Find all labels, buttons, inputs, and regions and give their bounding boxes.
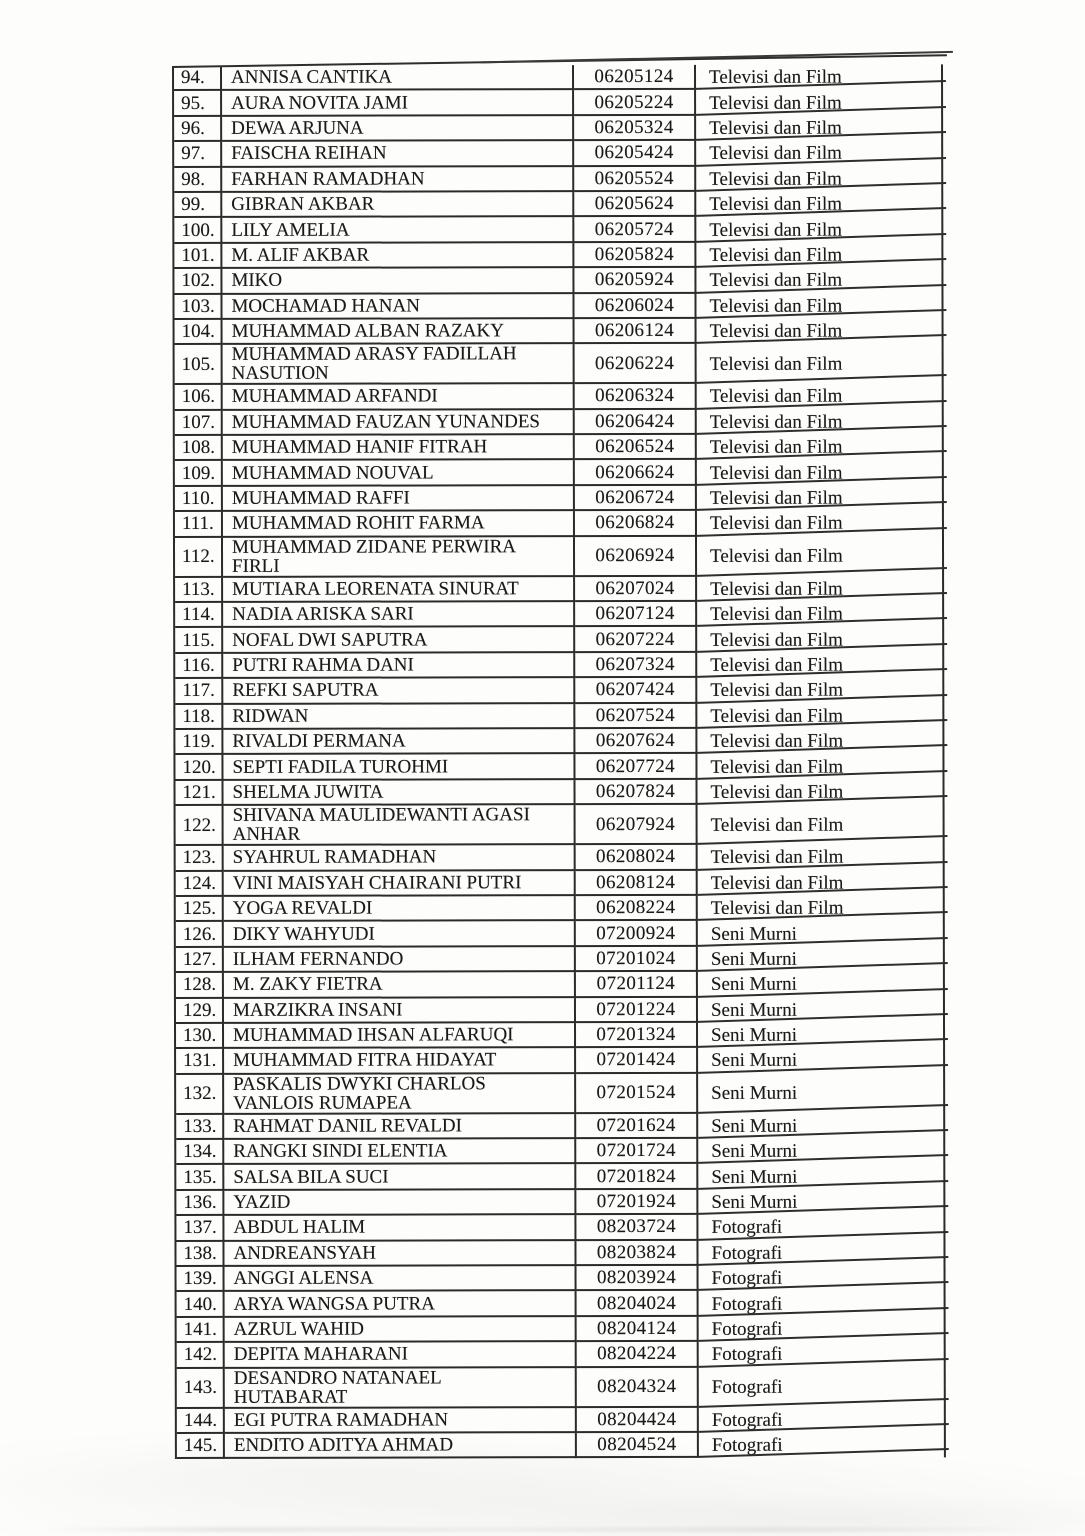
row-number-cell: 144. <box>177 1408 225 1433</box>
row-number-cell: 101. <box>174 244 222 269</box>
student-id-cell: 07200924 <box>576 921 698 947</box>
row-number-cell: 136. <box>176 1191 224 1216</box>
student-name-cell: YOGA REVALDI <box>224 896 576 922</box>
student-name-cell: DEPITA MAHARANI <box>225 1342 577 1368</box>
program-cell: Televisi dan Film <box>697 485 942 511</box>
student-id-cell: 07201324 <box>576 1023 698 1049</box>
student-name-cell: MARZIKRA INSANI <box>224 998 576 1024</box>
row-number-cell: 134. <box>176 1140 224 1165</box>
row-number-cell: 132. <box>176 1075 224 1115</box>
table-row <box>176 1022 943 1049</box>
table-row <box>174 191 941 218</box>
student-name-cell: DEWA ARJUNA <box>222 116 574 142</box>
program-cell: Seni Murni <box>698 1189 943 1215</box>
student-id-cell: 06206824 <box>575 511 697 537</box>
program-cell: Seni Murni <box>698 1073 943 1114</box>
row-number-cell: 97. <box>174 142 222 167</box>
row-number-cell: 141. <box>177 1318 225 1343</box>
student-name-cell: ANGGI ALENSA <box>225 1266 577 1292</box>
program-cell: Fotografi <box>699 1432 944 1458</box>
student-id-cell: 06205324 <box>574 116 696 142</box>
row-number-cell: 131. <box>176 1049 224 1074</box>
student-id-cell: 07201424 <box>576 1048 698 1074</box>
student-id-cell: 06207324 <box>575 653 697 679</box>
program-cell: Seni Murni <box>698 1164 943 1190</box>
table-row <box>175 536 942 578</box>
student-name-cell: SALSA BILA SUCI <box>224 1165 576 1191</box>
student-id-cell: 08203924 <box>577 1266 699 1292</box>
scan-bleedthrough-smudge <box>40 1527 1060 1532</box>
student-name-cell: MUHAMMAD ARASY FADILLAH NASUTION <box>223 344 575 385</box>
program-cell: Seni Murni <box>698 997 943 1023</box>
table-row <box>175 601 942 628</box>
row-number-cell: 142. <box>177 1343 225 1368</box>
program-cell: Televisi dan Film <box>697 601 942 627</box>
table-row <box>175 779 942 806</box>
row-number-cell: 111. <box>175 512 223 537</box>
program-cell: Seni Murni <box>698 1048 943 1074</box>
program-cell: Televisi dan Film <box>697 384 942 410</box>
student-name-cell: MUHAMMAD NOUVAL <box>223 461 575 487</box>
student-id-cell: 06207924 <box>576 805 698 845</box>
student-name-cell: MUHAMMAD RAFFI <box>223 486 575 512</box>
table-row <box>174 90 941 117</box>
student-name-cell: NOFAL DWI SAPUTRA <box>223 628 575 654</box>
student-name-cell: PASKALIS DWYKI CHARLOS VANLOIS RUMAPEA <box>224 1074 576 1115</box>
program-cell: Televisi dan Film <box>696 242 941 268</box>
row-number-cell: 127. <box>176 948 224 973</box>
row-number-cell: 116. <box>175 654 223 679</box>
table-row <box>176 921 943 948</box>
row-number-cell: 108. <box>175 436 223 461</box>
student-id-cell: 06205924 <box>574 268 696 294</box>
table-row <box>174 268 941 295</box>
student-name-cell: ANNISA CANTIKA <box>222 65 574 91</box>
program-cell: Televisi dan Film <box>697 409 942 435</box>
program-cell: Televisi dan Film <box>697 344 942 385</box>
row-number-cell: 120. <box>175 755 223 780</box>
student-name-cell: AURA NOVITA JAMI <box>222 91 574 117</box>
row-number-cell: 119. <box>175 730 223 755</box>
table-row <box>176 1048 943 1075</box>
student-id-cell: 06208224 <box>576 896 698 922</box>
table-row <box>177 1342 944 1369</box>
row-number-cell: 126. <box>176 922 224 947</box>
row-number-cell: 139. <box>177 1267 225 1292</box>
student-name-cell: VINI MAISYAH CHAIRANI PUTRI <box>224 871 576 897</box>
student-name-cell: DESANDRO NATANAEL HUTABARAT <box>225 1368 577 1409</box>
student-name-cell: FAISCHA REIHAN <box>222 141 574 167</box>
row-number-cell: 102. <box>174 269 222 294</box>
table-row <box>174 141 941 168</box>
student-id-cell: 06207224 <box>575 627 697 653</box>
table-row <box>175 434 942 461</box>
row-number-cell: 103. <box>174 294 222 319</box>
program-cell: Televisi dan Film <box>697 728 942 754</box>
student-name-cell: MUHAMMAD ALBAN RAZAKY <box>223 319 575 345</box>
student-id-cell: 06205624 <box>574 192 696 218</box>
row-number-cell: 117. <box>175 679 223 704</box>
table-body <box>174 64 944 1459</box>
table-row <box>176 1215 943 1242</box>
student-name-cell: ABDUL HALIM <box>224 1215 576 1241</box>
student-name-cell: REFKI SAPUTRA <box>223 678 575 704</box>
program-cell: Televisi dan Film <box>697 779 942 805</box>
student-id-cell: 06207724 <box>575 754 697 780</box>
student-id-cell: 06207024 <box>575 577 697 603</box>
row-number-cell: 140. <box>177 1292 225 1317</box>
student-id-cell: 08204424 <box>577 1407 699 1433</box>
student-id-cell: 06206024 <box>574 293 696 319</box>
student-name-cell: MUHAMMAD ROHIT FARMA <box>223 511 575 537</box>
student-name-cell: MUTIARA LEORENATA SINURAT <box>223 577 575 603</box>
program-cell: Televisi dan Film <box>697 754 942 780</box>
student-name-cell: M. ALIF AKBAR <box>222 243 574 269</box>
row-number-cell: 107. <box>175 411 223 436</box>
table-row <box>175 511 942 538</box>
student-name-cell: SHELMA JUWITA <box>223 780 575 806</box>
student-id-cell: 07201724 <box>576 1139 698 1165</box>
row-number-cell: 125. <box>176 897 224 922</box>
table-row <box>175 384 942 411</box>
student-name-cell: MUHAMMAD ARFANDI <box>223 384 575 410</box>
program-cell: Seni Murni <box>698 1138 943 1164</box>
program-cell: Televisi dan Film <box>697 536 942 577</box>
program-cell: Televisi dan Film <box>697 511 942 537</box>
program-cell: Fotografi <box>699 1367 944 1408</box>
row-number-cell: 96. <box>174 117 222 142</box>
student-name-cell: MOCHAMAD HANAN <box>222 294 574 320</box>
table-row <box>175 409 942 436</box>
student-id-cell: 06205724 <box>574 217 696 243</box>
table-row <box>176 1164 943 1191</box>
table-row <box>174 217 941 244</box>
student-id-cell: 06205824 <box>574 243 696 269</box>
program-cell: Fotografi <box>698 1215 943 1241</box>
program-cell: Seni Murni <box>698 921 943 947</box>
student-name-cell: RIDWAN <box>223 704 575 730</box>
row-number-cell: 112. <box>175 538 223 578</box>
row-number-cell: 115. <box>175 628 223 653</box>
student-id-cell: 07201824 <box>576 1164 698 1190</box>
row-number-cell: 105. <box>175 345 223 385</box>
student-name-cell: SEPTI FADILA TUROHMI <box>223 755 575 781</box>
student-name-cell: ILHAM FERNANDO <box>224 947 576 973</box>
student-id-cell: 08204124 <box>577 1317 699 1343</box>
program-cell: Televisi dan Film <box>698 845 943 871</box>
table-row <box>176 1113 943 1140</box>
program-cell: Televisi dan Film <box>696 293 941 319</box>
program-cell: Fotografi <box>699 1407 944 1433</box>
table-row <box>174 293 941 320</box>
table-row <box>176 845 943 872</box>
table-row <box>176 971 943 998</box>
student-id-cell: 06206624 <box>575 460 697 486</box>
student-name-cell: SYAHRUL RAMADHAN <box>224 845 576 871</box>
table-row <box>175 703 942 730</box>
program-cell: Seni Murni <box>698 946 943 972</box>
student-id-cell: 07201924 <box>576 1190 698 1216</box>
student-id-cell: 06207424 <box>575 678 697 704</box>
program-cell: Fotografi <box>699 1291 944 1317</box>
student-name-cell: PUTRI RAHMA DANI <box>223 653 575 679</box>
table-row <box>174 64 941 91</box>
program-cell: Televisi dan Film <box>696 217 941 243</box>
student-id-cell: 08203724 <box>576 1215 698 1241</box>
student-id-cell: 06205424 <box>574 141 696 167</box>
student-id-cell: 06207124 <box>575 602 697 628</box>
row-number-cell: 128. <box>176 973 224 998</box>
table-row <box>175 318 942 345</box>
student-name-cell: RANGKI SINDI ELENTIA <box>224 1139 576 1165</box>
table-row <box>176 870 943 897</box>
program-cell: Televisi dan Film <box>697 652 942 678</box>
program-cell: Televisi dan Film <box>696 90 941 116</box>
row-number-cell: 137. <box>176 1216 224 1241</box>
table-row <box>175 678 942 705</box>
student-name-cell: RAHMAT DANIL REVALDI <box>224 1114 576 1140</box>
table-row <box>175 728 942 755</box>
row-number-cell: 130. <box>176 1024 224 1049</box>
student-id-cell: 06206124 <box>575 319 697 345</box>
row-number-cell: 109. <box>175 461 223 486</box>
row-number-cell: 122. <box>176 806 224 846</box>
row-number-cell: 110. <box>175 487 223 512</box>
student-name-cell: GIBRAN AKBAR <box>222 192 574 218</box>
table-row <box>175 344 942 386</box>
table-row <box>176 805 943 847</box>
student-id-cell: 06207824 <box>575 780 697 806</box>
student-name-cell: ARYA WANGSA PUTRA <box>225 1292 577 1318</box>
table-row <box>177 1432 944 1459</box>
row-number-cell: 124. <box>176 871 224 896</box>
student-id-cell: 08203824 <box>576 1241 698 1267</box>
program-cell: Fotografi <box>699 1342 944 1368</box>
table-row <box>174 115 941 142</box>
program-cell: Televisi dan Film <box>696 191 941 217</box>
student-id-cell: 07201524 <box>576 1074 698 1114</box>
student-id-cell: 07201624 <box>576 1114 698 1140</box>
program-cell: Seni Murni <box>698 1022 943 1048</box>
row-number-cell: 133. <box>176 1115 224 1140</box>
row-number-cell: 94. <box>174 66 222 91</box>
student-id-cell: 08204224 <box>577 1342 699 1368</box>
row-number-cell: 123. <box>176 846 224 871</box>
row-number-cell: 98. <box>174 167 222 192</box>
student-id-cell: 08204324 <box>577 1367 699 1407</box>
program-cell: Televisi dan Film <box>697 318 942 344</box>
program-cell: Televisi dan Film <box>697 576 942 602</box>
program-cell: Televisi dan Film <box>697 678 942 704</box>
student-name-cell: SHIVANA MAULIDEWANTI AGASI ANHAR <box>224 805 576 846</box>
student-id-cell: 06205124 <box>574 65 696 91</box>
table-row <box>174 242 941 269</box>
student-name-cell: MUHAMMAD IHSAN ALFARUQI <box>224 1023 576 1049</box>
student-name-cell: DIKY WAHYUDI <box>224 921 576 947</box>
student-table <box>172 64 946 1459</box>
student-id-cell: 07201024 <box>576 947 698 973</box>
student-id-cell: 06207624 <box>575 729 697 755</box>
table-row <box>175 754 942 781</box>
table-row <box>176 946 943 973</box>
student-name-cell: M. ZAKY FIETRA <box>224 972 576 998</box>
table-row <box>177 1291 944 1318</box>
program-cell: Televisi dan Film <box>696 166 941 192</box>
student-id-cell: 06207524 <box>575 703 697 729</box>
table-row <box>176 997 943 1024</box>
table-row <box>176 895 943 922</box>
student-name-cell: MUHAMMAD FITRA HIDAYAT <box>224 1048 576 1074</box>
row-number-cell: 135. <box>176 1165 224 1190</box>
program-cell: Seni Murni <box>698 1113 943 1139</box>
student-name-cell: MUHAMMAD ZIDANE PERWIRA FIRLI <box>223 537 575 578</box>
student-name-cell: RIVALDI PERMANA <box>223 729 575 755</box>
program-cell: Fotografi <box>699 1265 944 1291</box>
row-number-cell: 95. <box>174 91 222 116</box>
table-row <box>176 1240 943 1267</box>
student-id-cell: 06208024 <box>576 845 698 871</box>
student-name-cell: LILY AMELIA <box>222 218 574 244</box>
student-id-cell: 07201124 <box>576 972 698 998</box>
table-row <box>176 1138 943 1165</box>
student-id-cell: 06205224 <box>574 90 696 116</box>
row-number-cell: 106. <box>175 385 223 410</box>
table-row <box>176 1073 943 1115</box>
program-cell: Televisi dan Film <box>698 805 943 846</box>
table-row <box>176 1189 943 1216</box>
table-row <box>177 1367 944 1409</box>
row-number-cell: 118. <box>175 704 223 729</box>
row-number-cell: 138. <box>176 1242 224 1267</box>
student-name-cell: ENDITO ADITYA AHMAD <box>225 1433 577 1459</box>
row-number-cell: 121. <box>175 781 223 806</box>
program-cell: Televisi dan Film <box>696 64 941 90</box>
row-number-cell: 99. <box>174 193 222 218</box>
student-id-cell: 06208124 <box>576 870 698 896</box>
table-row <box>175 627 942 654</box>
student-id-cell: 06206424 <box>575 410 697 436</box>
program-cell: Fotografi <box>699 1316 944 1342</box>
program-cell: Televisi dan Film <box>696 115 941 141</box>
student-id-cell: 06206724 <box>575 486 697 512</box>
program-cell: Televisi dan Film <box>697 703 942 729</box>
program-cell: Televisi dan Film <box>696 268 941 294</box>
row-number-cell: 143. <box>177 1368 225 1408</box>
program-cell: Televisi dan Film <box>698 870 943 896</box>
program-cell: Televisi dan Film <box>697 460 942 486</box>
student-id-cell: 06206224 <box>575 344 697 384</box>
program-cell: Televisi dan Film <box>696 141 941 167</box>
student-name-cell: YAZID <box>224 1190 576 1216</box>
student-name-cell: NADIA ARISKA SARI <box>223 602 575 628</box>
table-row <box>175 576 942 603</box>
student-name-cell: ANDREANSYAH <box>224 1241 576 1267</box>
student-id-cell: 08204524 <box>577 1433 699 1459</box>
table-row <box>175 485 942 512</box>
student-id-cell: 06206524 <box>575 435 697 461</box>
student-id-cell: 07201224 <box>576 997 698 1023</box>
table-row <box>177 1316 944 1343</box>
student-name-cell: MIKO <box>222 268 574 294</box>
student-id-cell: 06205524 <box>574 166 696 192</box>
program-cell: Televisi dan Film <box>698 895 943 921</box>
student-name-cell: MUHAMMAD HANIF FITRAH <box>223 435 575 461</box>
student-name-cell: FARHAN RAMADHAN <box>222 167 574 193</box>
row-number-cell: 114. <box>175 603 223 628</box>
program-cell: Fotografi <box>698 1240 943 1266</box>
student-name-cell: MUHAMMAD FAUZAN YUNANDES <box>223 410 575 436</box>
row-number-cell: 145. <box>177 1434 225 1459</box>
student-id-cell: 08204024 <box>577 1291 699 1317</box>
table-row <box>174 166 941 193</box>
student-id-cell: 06206324 <box>575 384 697 410</box>
student-name-cell: AZRUL WAHID <box>225 1317 577 1343</box>
table-row <box>175 652 942 679</box>
row-number-cell: 100. <box>174 218 222 243</box>
student-id-cell: 06206924 <box>575 537 697 577</box>
row-number-cell: 113. <box>175 578 223 603</box>
program-cell: Televisi dan Film <box>697 434 942 460</box>
table-row <box>175 460 942 487</box>
program-cell: Televisi dan Film <box>697 627 942 653</box>
student-name-cell: EGI PUTRA RAMADHAN <box>225 1408 577 1434</box>
row-number-cell: 104. <box>175 320 223 345</box>
row-number-cell: 129. <box>176 998 224 1023</box>
table-row <box>177 1407 944 1434</box>
program-cell: Seni Murni <box>698 971 943 997</box>
table-row <box>177 1265 944 1292</box>
